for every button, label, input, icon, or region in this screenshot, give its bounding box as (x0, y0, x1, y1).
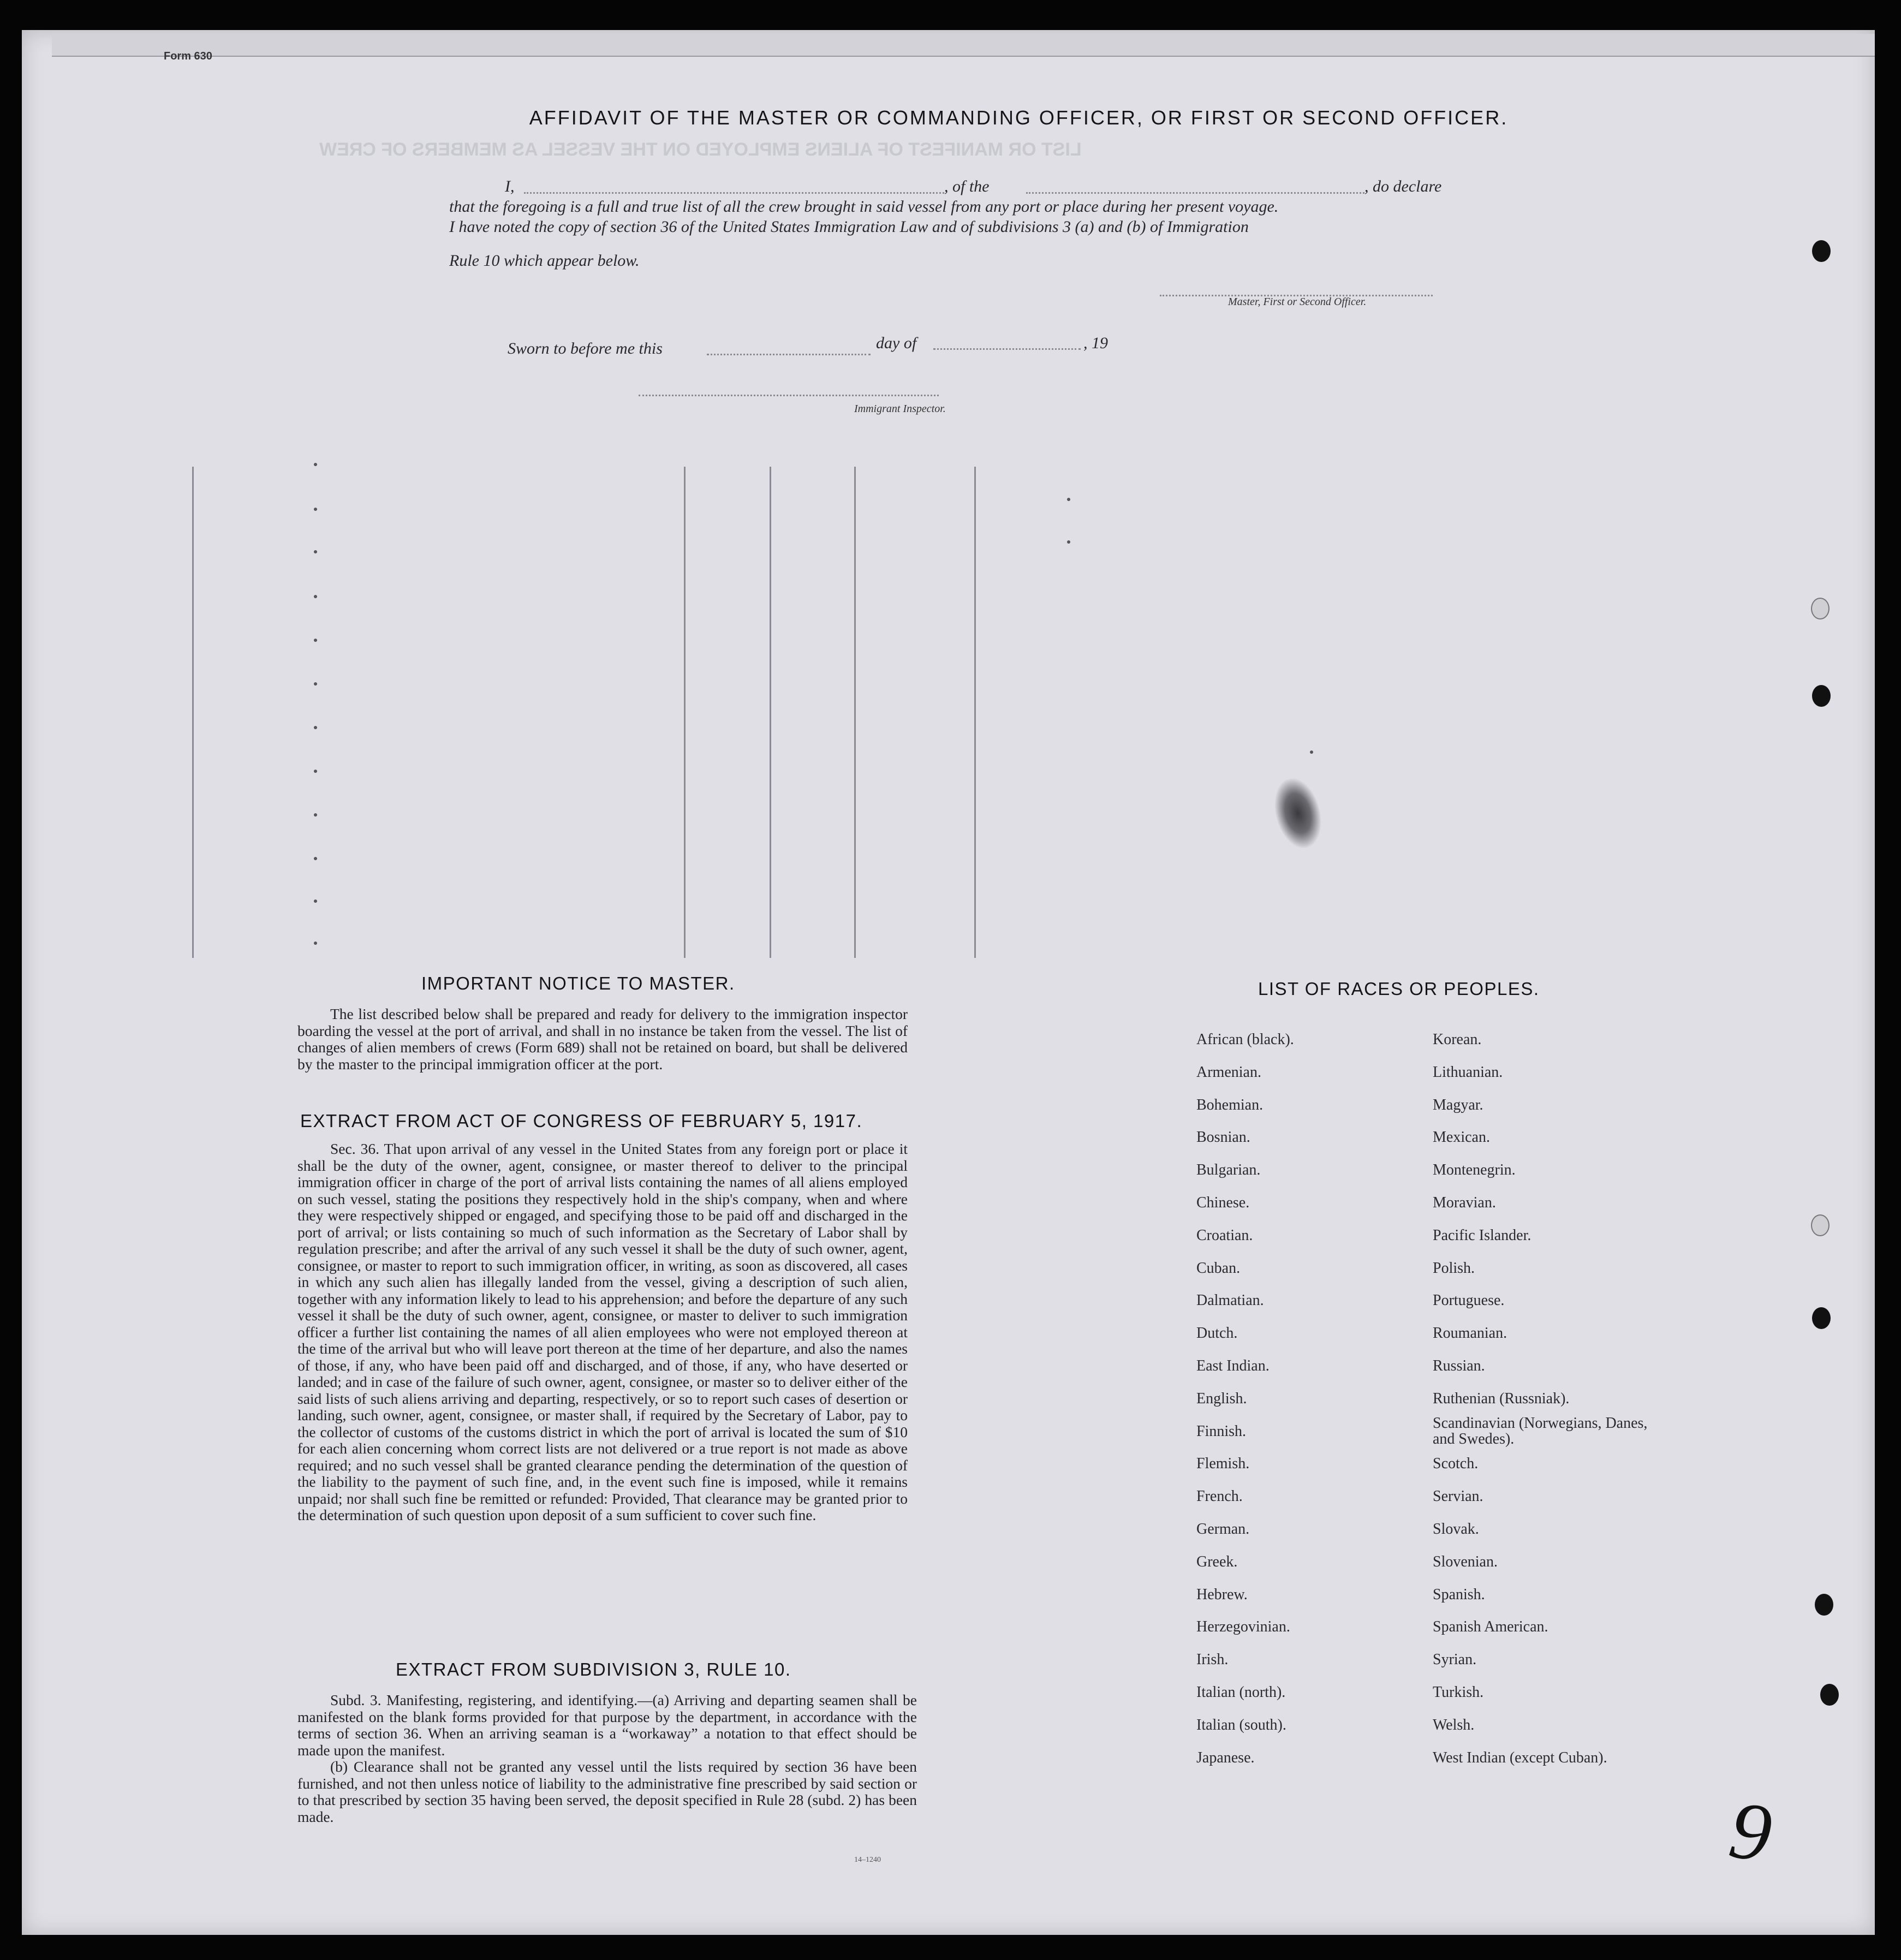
race-item: Montenegrin. (1433, 1161, 1516, 1179)
race-item: East Indian. (1196, 1357, 1270, 1374)
sworn-year: , 19 (1083, 334, 1108, 352)
notice-text: The list described below shall be prepared and ready for delivery to the immigration inspector boarding the vessel at the port of arrival, and shall in no instance be taken from the vessel. The list of changes of alien members of crews (Form 689) shall not be retained on board, but shall be delivered by the master to the principal immigration officer at the port. (297, 1005, 908, 1073)
race-item: Bulgarian. (1196, 1161, 1261, 1179)
row-dot (314, 942, 317, 945)
race-item: English. (1196, 1390, 1247, 1407)
affidavit-i: I, (505, 177, 515, 195)
race-item: Roumanian. (1433, 1325, 1507, 1342)
race-item: Dutch. (1196, 1325, 1238, 1342)
race-item: Slovak. (1433, 1520, 1479, 1538)
race-item: African (black). (1196, 1031, 1294, 1048)
race-item: Spanish American. (1433, 1618, 1548, 1636)
binder-hole (1815, 1594, 1833, 1616)
officer-caption: Master, First or Second Officer. (1228, 296, 1367, 308)
race-item: Chinese. (1196, 1194, 1250, 1211)
race-item: Finnish. (1196, 1422, 1247, 1440)
affidavit-declare: , do declare (1364, 177, 1442, 195)
affidavit-line-4: Rule 10 which appear below. (449, 252, 640, 270)
race-item: Scotch. (1433, 1455, 1479, 1473)
binder-hole (1812, 1307, 1831, 1329)
sworn-month-blank (933, 348, 1081, 350)
race-item: Greek. (1196, 1553, 1238, 1570)
table-rule (974, 467, 976, 958)
row-dot (314, 508, 317, 511)
back-sheet-edge (52, 34, 1875, 57)
race-item: Dalmatian. (1196, 1292, 1264, 1309)
rule-text: Subd. 3. Manifesting, registering, and identifying.—(a) Arriving and departing seamen shall be manifested on the blank forms provided for that purpose by the department, in accordance with the terms of section 36. When an arriving seaman is a “workaway” a notation to that effect should be made upon the manifest. (b) Clearance shall not be granted any vessel until the lists required by section 36 have been furnished, and not then unless notice of liability to the administrative fine prescribed by said section or to that prescribed by section 35 having been served, the deposit specified in Rule 28 (subd. 2) has been made. (297, 1691, 917, 1825)
race-item: Hebrew. (1196, 1586, 1248, 1603)
race-item: Italian (north). (1196, 1683, 1286, 1701)
table-rule (770, 467, 771, 958)
race-item: Spanish. (1433, 1586, 1485, 1603)
sworn-day-of: day of (876, 334, 917, 352)
race-item: Russian. (1433, 1357, 1485, 1374)
race-item: French. (1196, 1488, 1243, 1505)
row-dot (314, 595, 317, 598)
affidavit-of-the: , of the (944, 177, 990, 195)
race-item: Irish. (1196, 1651, 1229, 1669)
race-item: Croatian. (1196, 1226, 1253, 1244)
row-dot (314, 813, 317, 817)
rule-heading: EXTRACT FROM SUBDIVISION 3, RULE 10. (396, 1659, 791, 1679)
race-item: Turkish. (1433, 1683, 1484, 1701)
row-dot (1067, 540, 1070, 544)
row-dot (1067, 498, 1070, 501)
vessel-blank (1026, 192, 1364, 194)
race-item: Pacific Islander. (1433, 1226, 1531, 1244)
name-blank (524, 192, 944, 194)
affidavit-line-2: that the foregoing is a full and true list of all the crew brought in said vessel from any port or place during her present voyage. (449, 198, 1279, 216)
print-code: 14–1240 (854, 1856, 881, 1864)
table-rule (192, 467, 194, 958)
row-dot (314, 463, 317, 466)
handwritten-page-number: 9 (1724, 1784, 1778, 1880)
race-item: Bosnian. (1196, 1129, 1250, 1146)
race-item: Slovenian. (1433, 1553, 1498, 1570)
row-dot (1310, 750, 1313, 754)
binder-hole (1820, 1684, 1839, 1706)
row-dot (314, 899, 317, 903)
race-item: Lithuanian. (1433, 1063, 1503, 1081)
race-item: Mexican. (1433, 1129, 1490, 1146)
sworn-text: Sworn to before me this (508, 339, 663, 358)
race-item: Cuban. (1196, 1259, 1241, 1277)
race-item: Servian. (1433, 1488, 1483, 1505)
race-item: Polish. (1433, 1259, 1475, 1277)
binder-hole (1811, 1214, 1830, 1236)
row-dot (314, 770, 317, 773)
race-item: Flemish. (1196, 1455, 1250, 1473)
row-dot (314, 639, 317, 642)
notice-heading: IMPORTANT NOTICE TO MASTER. (421, 973, 735, 993)
race-item: Syrian. (1433, 1651, 1477, 1669)
race-item: German. (1196, 1520, 1250, 1538)
row-dot (314, 682, 317, 686)
binder-hole (1812, 240, 1831, 262)
act-text: Sec. 36. That upon arrival of any vessel in the United States from any foreign port or place it shall be the duty of the owner, agent, consignee, or master thereof to deliver to the principal immigration officer in charge of the port of arrival lists containing the names of all aliens employed on such vessel, stating the positions they respectively hold in the ship's company, when and where they were respectively shipped or engaged, and specifying those to be paid off and discharged in the port of arrival; or lists containing so much of such information as the Secretary of Labor shall by regulation prescribe; and after the arrival of any such vessel it shall be the duty of such owner, agent, consignee, or master to report to such immigration officer, in writing, as soon as discovered, all cases in which any such alien has illegally landed from the vessel, giving a description of such alien, together with any information likely to lead to his apprehension; and before the departure of any such vessel it shall be the duty of such owner, agent, consignee, or master to deliver to such immigration officer a further list containing the names of all alien employees who were not employed thereon at the time of the arrival but who will leave port thereon at the time of her departure, and also the names of those, if any, who have been paid off and discharged, and of those, if any, who have deserted or landed; and in case of the failure of such owner, agent, consignee, or master so to deliver either of the said lists of such aliens arriving and departing, respectively, or so to report such cases of desertion or landing, such owner, agent, consignee, or master shall, if required by the Secretary of Labor, pay to the collector of customs of the customs district in which the port of arrival is located the sum of $10 for each alien concerning whom correct lists are not delivered or a true report is not made as above required; and no such vessel shall be granted clearance pending the determination of the question of the liability to the payment of such fine, and, in the event such fine is imposed, while it remains unpaid; nor shall such fine be remitted or refunded: Provided, That clearance may be granted prior to the determination of such question upon deposit of a sum sufficient to cover such fine. (297, 1140, 908, 1523)
table-rule (684, 467, 686, 958)
race-item: Italian (south). (1196, 1716, 1286, 1733)
race-item: Herzegovinian. (1196, 1618, 1290, 1636)
race-item: Korean. (1433, 1031, 1482, 1048)
act-heading: EXTRACT FROM ACT OF CONGRESS OF FEBRUARY 5, 1917. (300, 1111, 863, 1131)
race-item: Magyar. (1433, 1096, 1483, 1113)
races-left-column (1196, 1023, 1415, 1774)
race-item: Ruthenian (Russniak). (1433, 1390, 1570, 1407)
row-dot (314, 726, 317, 729)
race-item: Armenian. (1196, 1063, 1261, 1081)
sworn-day-blank (707, 354, 871, 355)
race-item: Bohemian. (1196, 1096, 1264, 1113)
race-item: West Indian (except Cuban). (1433, 1749, 1607, 1766)
race-item: Portuguese. (1433, 1292, 1505, 1309)
row-dot (314, 550, 317, 553)
affidavit-title: AFFIDAVIT OF THE MASTER OR COMMANDING OFFICER, OR FIRST OR SECOND OFFICER. (529, 106, 1509, 129)
races-right-column (1433, 1023, 1662, 1774)
affidavit-line-3: I have noted the copy of section 36 of the United States Immigration Law and of subdivisions 3 (a) and (b) of Immigration (449, 218, 1249, 236)
race-item: Scandinavian (Norwegians, Danes, and Swedes). (1433, 1414, 1648, 1448)
row-dot (314, 857, 317, 860)
form-number: Form 630 (164, 50, 212, 62)
inspector-signature-line (639, 395, 939, 396)
binder-hole (1812, 685, 1831, 707)
table-rule (854, 467, 856, 958)
inspector-caption: Immigrant Inspector. (854, 403, 946, 415)
binder-hole (1811, 598, 1830, 619)
race-item: Moravian. (1433, 1194, 1496, 1211)
race-item: Japanese. (1196, 1749, 1255, 1766)
races-heading: LIST OF RACES OR PEOPLES. (1258, 979, 1540, 999)
race-item: Welsh. (1433, 1716, 1475, 1733)
bleed-through-text: LIST OR MANIFEST OF ALIENS EMPLOYED ON THE VESSEL AS MEMBERS OF CREW (319, 139, 1082, 160)
